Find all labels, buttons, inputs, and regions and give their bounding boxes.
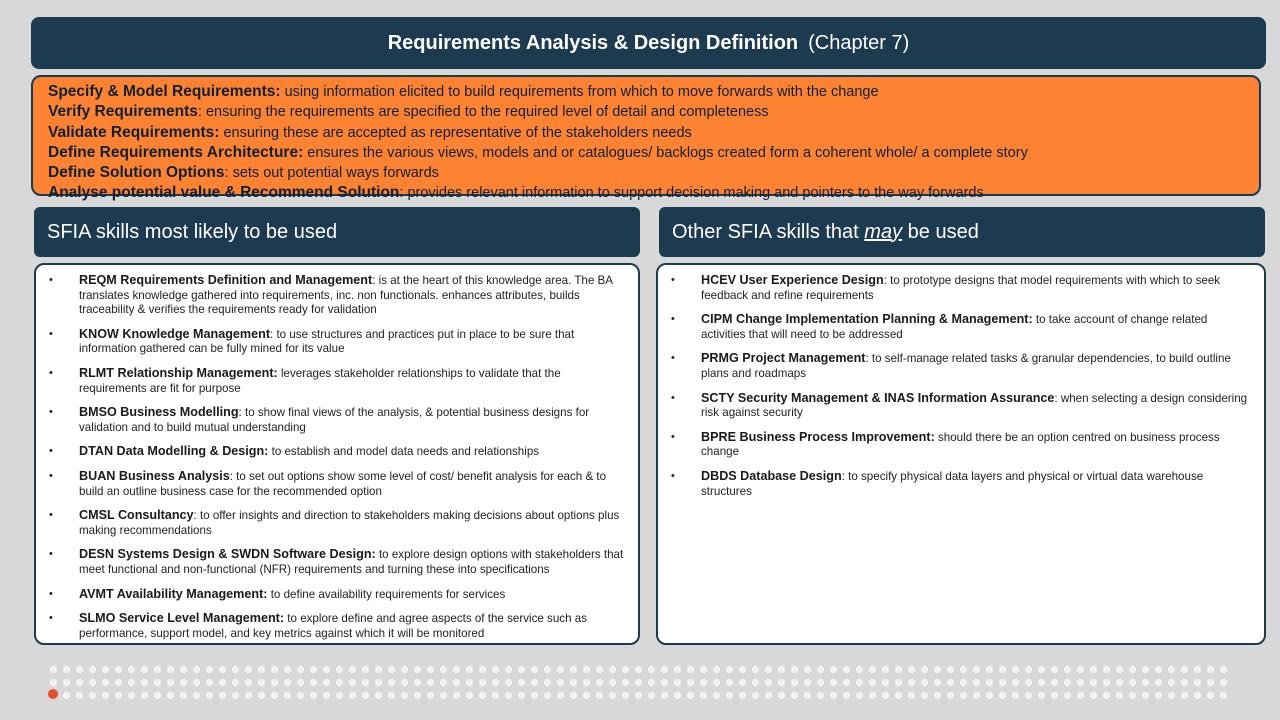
skill-item	[46, 508, 628, 538]
skill-desc: to define availability requirements for services	[267, 587, 506, 601]
likely-skills-panel	[34, 263, 640, 645]
skill-desc: : is at the heart of this knowledge area. The BA translates knowledge gathered into requirements, inc. non functionals. enhances attributes, builds traceability & verifies the requirements ready for validation	[79, 274, 613, 317]
skill-code: SLMO Service Level Management:	[79, 611, 285, 626]
skill-code: CMSL Consultancy	[79, 508, 194, 523]
tasks-box	[31, 75, 1261, 202]
skill-desc: : to prototype designs that model requirements with which to seek feedback and refine requirements	[701, 274, 1221, 302]
skill-desc: : to specify physical data layers and physical or virtual data warehouse structures	[701, 469, 1204, 498]
skill-desc: : when selecting a design considering risk against security	[701, 391, 1248, 420]
other-skills-header	[659, 207, 1265, 257]
slide-title-bar	[31, 17, 1266, 69]
skill-code: KNOW Knowledge Management	[79, 326, 271, 341]
task-desc: : sets out potential ways forwards	[224, 165, 439, 182]
task-desc: using information elicited to build requirements from which to move forwards with the change	[280, 84, 879, 100]
skill-item	[668, 430, 1254, 460]
task-desc: : ensuring the requirements are specified to the required level of detail and completeness	[197, 104, 769, 121]
skill-item	[46, 611, 628, 641]
task-line	[48, 82, 1259, 102]
skill-item	[46, 366, 628, 396]
skill-item	[668, 312, 1254, 342]
skill-desc: to take account of change related activities that will need to be addressed	[701, 313, 1208, 341]
skill-item	[46, 469, 628, 499]
skill-code: DESN Systems Design & SWDN Software Design:	[79, 547, 376, 562]
likely-skills-title: SFIA skills most likely to be used	[47, 220, 338, 243]
skill-desc: should there be an option centred on business process change	[701, 430, 1220, 459]
skill-desc: : to self-manage related tasks & granular dependencies, to build outline plans and roadmaps	[701, 352, 1231, 380]
skill-desc: to explore design options with stakeholders that meet functional and non-functional (NFR) requirements and turning these into specifications	[79, 548, 624, 576]
skill-code: BPRE Business Process Improvement:	[701, 429, 935, 444]
task-term: Define Requirements Architecture:	[48, 143, 304, 161]
skill-desc: : to use structures and practices put in place to be sure that information gathered can be fully mined for its value	[79, 327, 575, 356]
skill-code: BMSO Business Modelling	[79, 405, 239, 420]
task-line	[48, 123, 1259, 143]
task-term: Validate Requirements:	[48, 123, 220, 141]
likely-skills-list	[46, 273, 628, 641]
task-term: Analyse potential value & Recommend Solution	[48, 184, 400, 202]
skill-item	[46, 273, 628, 318]
skill-code: REQM Requirements Definition and Management	[79, 273, 373, 287]
task-line	[48, 183, 1259, 203]
task-desc: ensures the various views, models and or catalogues/ backlogs created form a coherent whole/ a complete story	[303, 144, 1028, 161]
skill-code: SCTY Security Management & INAS Information Assurance	[701, 390, 1055, 405]
other-skills-list	[668, 273, 1254, 499]
skill-item	[668, 391, 1254, 421]
task-desc: : provides relevant information to support decision making and pointers to the way forwards	[399, 185, 984, 202]
slide-title: Requirements Analysis & Design Definition	[387, 31, 799, 54]
skill-item	[668, 351, 1254, 381]
skill-code: DTAN Data Modelling & Design:	[79, 444, 269, 459]
skill-item	[46, 405, 628, 435]
skill-desc: : to show final views of the analysis, & potential business designs for validation and to build mutual understanding	[79, 406, 590, 434]
skill-code: AVMT Availability Management:	[79, 586, 268, 601]
task-term: Specify & Model Requirements:	[48, 83, 281, 100]
skill-item	[668, 469, 1254, 499]
slide-subtitle: (Chapter 7)	[808, 31, 910, 54]
task-line	[48, 143, 1259, 163]
skill-code: BUAN Business Analysis	[79, 468, 230, 483]
skill-item	[46, 327, 628, 357]
task-term: Define Solution Options	[48, 164, 225, 182]
skill-code: PRMG Project Management	[701, 351, 866, 366]
other-skills-panel	[656, 263, 1266, 645]
skill-desc: to explore define and agree aspects of the service such as performance, support model, and key metrics against which it will be monitored	[79, 612, 587, 640]
likely-skills-header	[34, 207, 640, 257]
skill-code: HCEV User Experience Design	[701, 273, 884, 287]
skill-item	[668, 273, 1254, 303]
skill-desc: : to set out options show some level of cost/ benefit analysis for each & to build an outline business case for the recommended option	[79, 469, 607, 498]
skill-code: DBDS Database Design	[701, 468, 842, 483]
skill-desc: : to offer insights and direction to stakeholders making decisions about options plus making recommendations	[79, 509, 620, 537]
skill-desc: leverages stakeholder relationships to validate that the requirements are fit for purpose	[79, 366, 561, 395]
skill-desc: to establish and model data needs and relationships	[268, 445, 540, 459]
other-skills-title: Other SFIA skills that may be used	[672, 220, 979, 243]
task-line	[48, 102, 1259, 122]
task-term: Verify Requirements	[48, 103, 198, 121]
task-desc: ensuring these are accepted as representative of the stakeholders needs	[219, 124, 692, 141]
skill-item	[46, 444, 628, 460]
skill-code: RLMT Relationship Management:	[79, 365, 278, 380]
accent-dot	[48, 689, 58, 699]
skill-item	[46, 547, 628, 577]
task-line	[48, 163, 1259, 183]
skill-code: CIPM Change Implementation Planning & Management:	[701, 312, 1033, 327]
skill-item	[46, 587, 628, 603]
may-emphasis: may	[864, 220, 903, 243]
decorative-dot-grid	[47, 663, 1230, 699]
